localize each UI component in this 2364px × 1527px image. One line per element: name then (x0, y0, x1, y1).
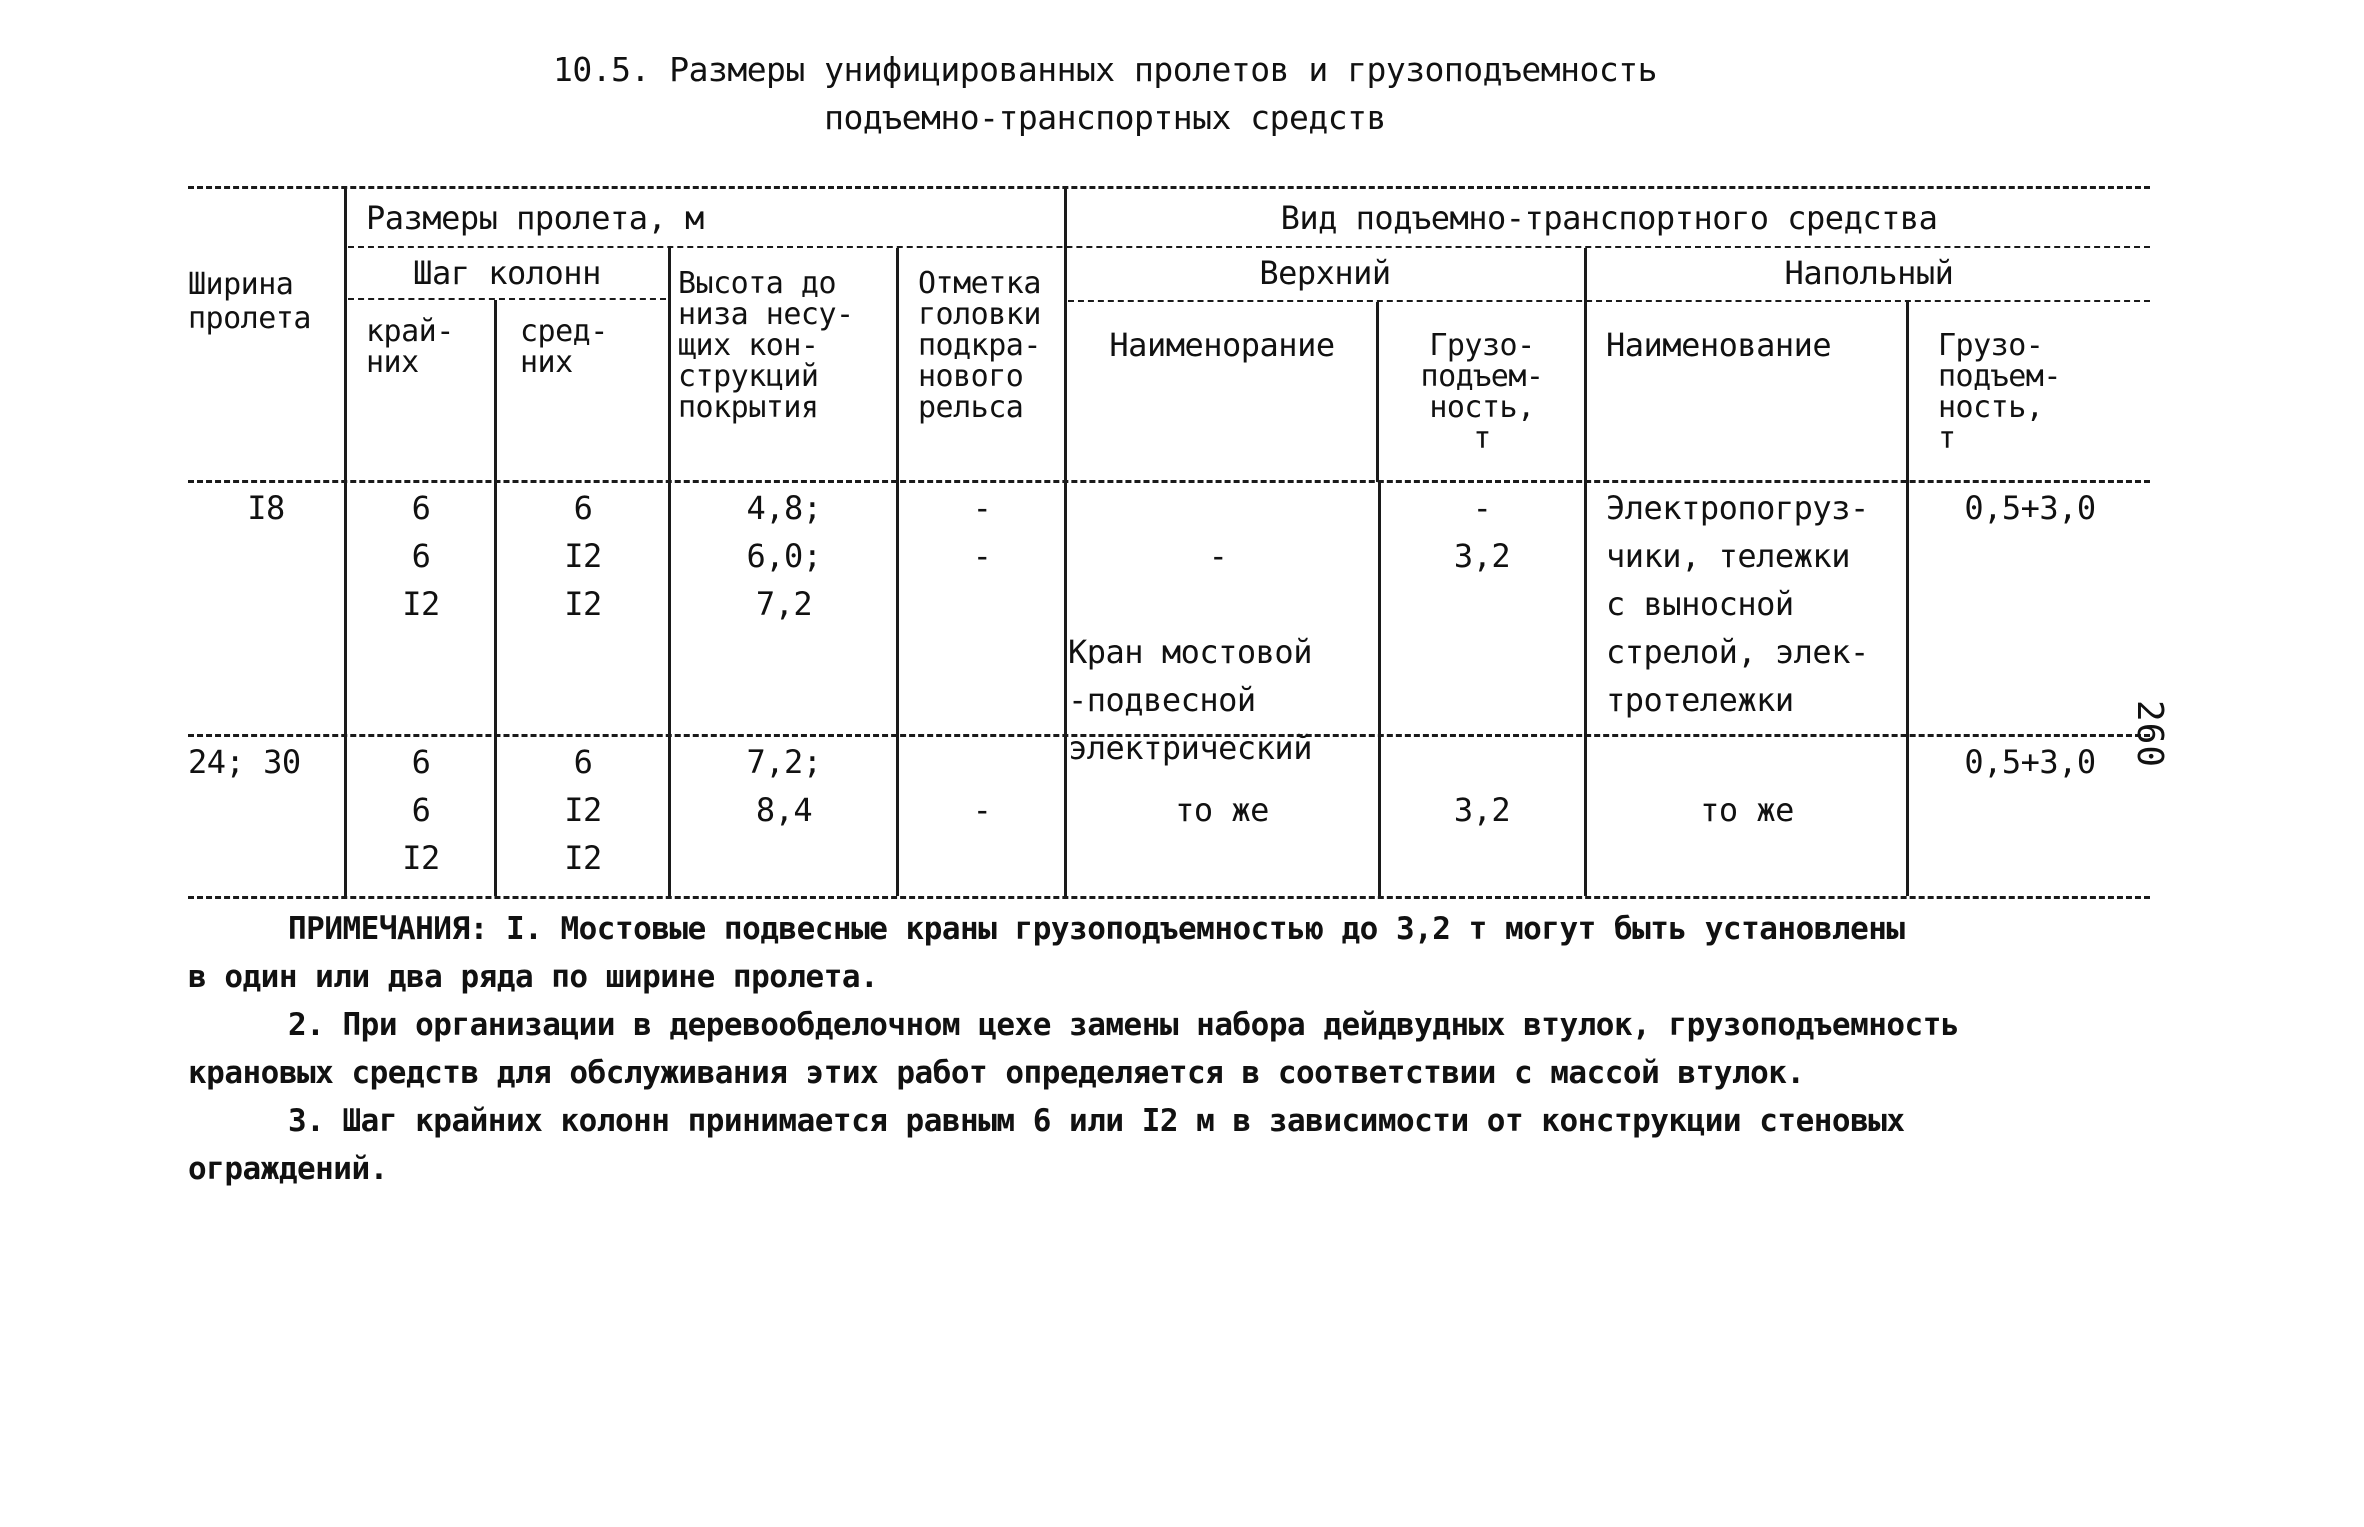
header-outer: край- них (366, 314, 454, 380)
row1-outer: 6 6 I2 (402, 489, 440, 623)
header-upper-name: Наименорание (1109, 326, 1335, 364)
row1-upper-capacity: - 3,2 (1453, 489, 1511, 575)
col-line-5 (1064, 188, 1067, 896)
page-number: 260 (2129, 700, 2170, 769)
row2-middle: 6 I2 I2 (564, 743, 602, 877)
note-2-line-2: крановых средств для обслуживания этих работ определяется в соответствии с массой втулок. (188, 1055, 1805, 1091)
col-line-8 (1906, 302, 1909, 896)
row1-floor-capacity: 0,5+3,0 (1964, 489, 2096, 527)
row1-height: 4,8; 6,0; 7,2 (746, 489, 822, 623)
row2-outer: 6 6 I2 (402, 743, 440, 877)
row2-span: 24; 30 (188, 743, 301, 781)
row1-middle: 6 I2 I2 (564, 489, 602, 623)
title-line-2: подъемно-транспортных средств (824, 98, 1386, 137)
header-upper-capacity: Грузо- подъем- ность, т (1420, 328, 1544, 456)
col-line-4 (896, 248, 899, 896)
note-3-line-1: 3. Шаг крайних колонн принимается равным 6 или I2 м в зависимости от конструкции стеновых (288, 1103, 1905, 1139)
col-line-3 (668, 248, 671, 896)
header-height: Высота до низа несу- щих кон- струкций покрытия (678, 266, 854, 425)
row2-floor-capacity: 0,5+3,0 (1964, 743, 2096, 781)
row1-rail: - - (972, 489, 992, 575)
row2-upper-capacity: 3,2 (1453, 791, 1511, 829)
title-line-1: 10.5. Размеры унифицированных пролетов и грузоподъемность (553, 50, 1657, 89)
header-span-dims: Размеры пролета, м (366, 199, 704, 237)
header-floor-name: Наименование (1606, 326, 1832, 364)
header-upper: Верхний (1259, 254, 1391, 292)
row2-floor-name: то же (1700, 791, 1794, 829)
header-floor: Напольный (1784, 254, 1954, 292)
note-3-line-2: ограждений. (188, 1151, 388, 1187)
note-1-line-2: в один или два ряда по ширине пролета. (188, 959, 879, 995)
notes-section (188, 905, 2108, 1193)
header-rule-1 (348, 246, 2150, 248)
col-line-6a (1376, 302, 1379, 482)
header-rule-step (348, 298, 666, 300)
header-column-step: Шаг колонн (413, 254, 601, 292)
header-rule-type (1068, 300, 2150, 302)
header-span-width: Ширина пролета (188, 267, 311, 336)
note-2-line-1: 2. При организации в деревообделочном цехе замены набора дейдвудных втулок, грузоподъемность (288, 1007, 1960, 1043)
header-floor-capacity: Грузо- подъем- ность, т (1938, 328, 2061, 456)
col-line-7 (1584, 248, 1587, 896)
row2-height: 7,2; 8,4 (746, 743, 822, 829)
row2-rail: - (972, 791, 992, 829)
row2-upper-name: то же (1175, 791, 1269, 829)
header-transport-type: Вид подъемно-транспортного средства (1280, 199, 1938, 237)
header-rail-mark: Отметка головки подкра- нового рельса (918, 266, 1041, 425)
col-line-2 (494, 300, 497, 896)
table-bottom-rule (188, 896, 2150, 899)
header-middle: сред- них (520, 314, 608, 380)
row1-span: I8 (247, 489, 285, 527)
col-line-1 (344, 188, 347, 896)
header-bottom-rule (188, 480, 2150, 483)
row1-upper-name: - Кран мостовой -подвесной электрический (1068, 537, 1312, 767)
table-top-rule (188, 186, 2150, 189)
note-1-line-1: ПРИМЕЧАНИЯ: I. Мостовые подвесные краны грузоподъемностью до 3,2 т могут быть установлены (288, 911, 1905, 947)
row1-floor-name: Электропогруз- чики, тележки с выносной стрелой, элек- тротележки (1606, 489, 1869, 719)
